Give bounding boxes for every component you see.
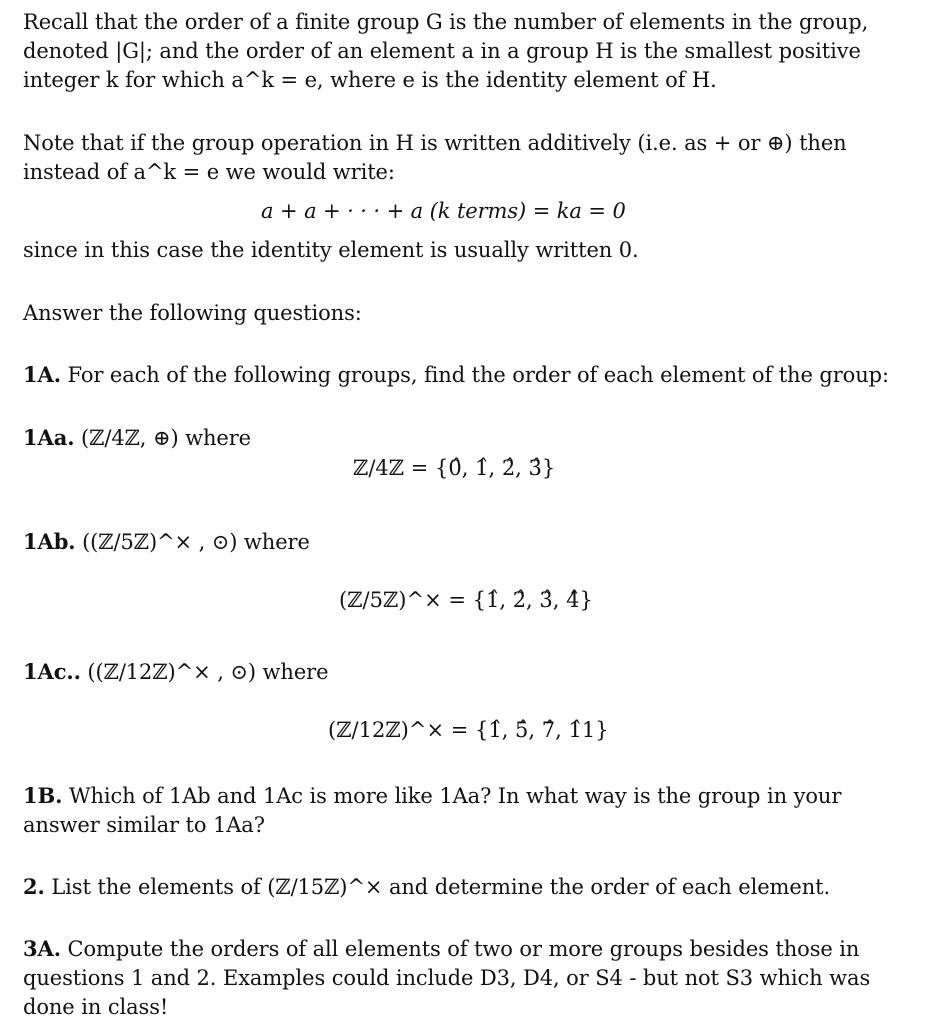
question-1Ac-group: ((ℤ/12ℤ)^× , ⊙) where <box>87 660 329 684</box>
para2-line1: Note that if the group operation in H is written additively (i.e. as + or ⊕) then <box>23 131 847 155</box>
questions-intro: Answer the following questions: <box>23 301 362 325</box>
question-1A <box>23 361 889 389</box>
question-1Ac <box>23 658 328 686</box>
question-3A-line2: questions 1 and 2. Examples could include D3, D4, or S4 - but not S3 which was <box>23 966 871 990</box>
question-2 <box>23 873 830 901</box>
question-3A-line3: done in class! <box>23 995 169 1019</box>
question-1Ab-group: ((ℤ/5ℤ)^× , ⊙) where <box>82 530 310 554</box>
question-1A-label: 1A. <box>23 362 61 387</box>
question-1Ab <box>23 528 310 556</box>
z4-set-equation: ℤ/4ℤ = {0̂, 1̂, 2̂, 3̂} <box>353 456 556 480</box>
question-2-label: 2. <box>23 874 45 899</box>
para1-line2: denoted |G|; and the order of an element a in a group H is the smallest positive <box>23 39 861 63</box>
question-3A-label: 3A. <box>23 936 61 961</box>
para1-line3: integer k for which a^k = e, where e is the identity element of H. <box>23 68 717 92</box>
question-1B-line1 <box>23 782 841 810</box>
additive-order-equation: a + a + · · · + a (k terms) = ka = 0 <box>261 199 626 223</box>
question-1Aa-group: (ℤ/4ℤ, ⊕) where <box>81 426 252 450</box>
question-1B-text: Which of 1Ab and 1Ac is more like 1Aa? In what way is the group in your <box>68 784 842 808</box>
question-1A-text: For each of the following groups, find the order of each element of the group: <box>67 363 889 387</box>
z12-units-set-equation: (ℤ/12ℤ)^× = {1̂, 5̂, 7̂, 1̂1} <box>328 718 609 742</box>
z5-units-set-equation: (ℤ/5ℤ)^× = {1̂, 2̂, 3̂, 4̂} <box>339 588 593 612</box>
question-1Ab-label: 1Ab. <box>23 529 76 554</box>
question-1B-label: 1B. <box>23 783 63 808</box>
para2-line3: since in this case the identity element is usually written 0. <box>23 238 639 262</box>
question-1Ac-label: 1Ac.. <box>23 659 81 684</box>
para2-line2: instead of a^k = e we would write: <box>23 160 395 184</box>
question-1B-line2: answer similar to 1Aa? <box>23 813 265 837</box>
para1-line1: Recall that the order of a finite group G is the number of elements in the group, <box>23 10 869 34</box>
question-1Aa-label: 1Aa. <box>23 425 75 450</box>
question-1Aa <box>23 424 251 452</box>
question-2-text: List the elements of (ℤ/15ℤ)^× and determine the order of each element. <box>51 875 831 899</box>
question-3A-line1 <box>23 935 859 963</box>
question-3A-text: Compute the orders of all elements of two or more groups besides those in <box>67 937 860 961</box>
